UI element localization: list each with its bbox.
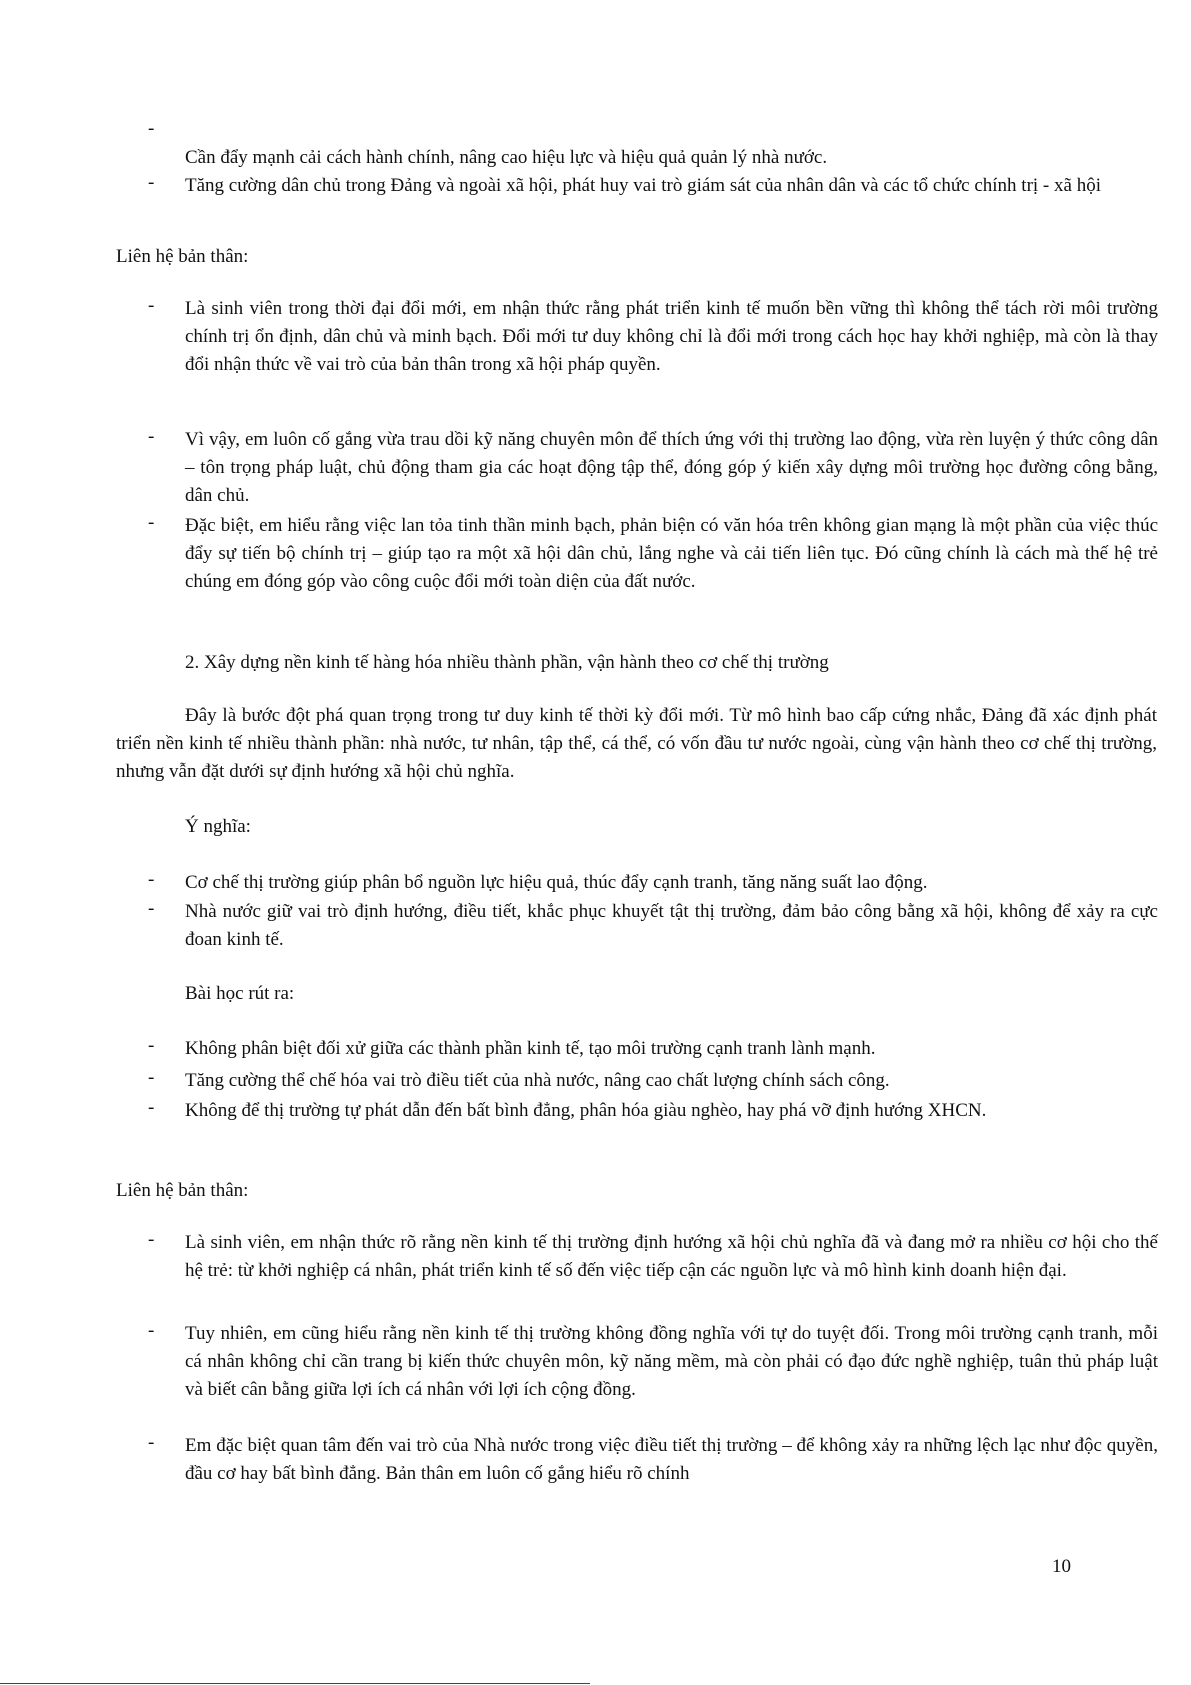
- list-item-text: Không phân biệt đối xử giữa các thành phần kinh tế, tạo môi trường cạnh tranh lành mạnh.: [185, 1038, 876, 1059]
- list-item-text: Là sinh viên, em nhận thức rõ rằng nền kinh tế thị trường định hướng xã hội chủ nghĩa đã và đang mở ra nhiều cơ hội cho thế hệ trẻ: từ khởi nghiệp cá nhân, phát triển kinh tế số đến việc tiếp cận các nguồn lực và mô hình kinh doanh hiện đại.: [185, 1232, 1158, 1281]
- body-paragraph: Đây là bước đột phá quan trọng trong tư duy kinh tế thời kỳ đổi mới. Từ mô hình bao cấp cứng nhắc, Đảng đã xác định phát triển nền kinh tế nhiều thành phần: nhà nước, tư nhân, tập thể, cá thể, có vốn đầu tư nước ngoài, cùng vận hành theo cơ chế thị trường, nhưng vẫn đặt dưới sự định hướng xã hội chủ nghĩa.: [116, 705, 1157, 782]
- list-item-text: Cần đẩy mạnh cải cách hành chính, nâng cao hiệu lực và hiệu quả quản lý nhà nước.: [185, 147, 828, 168]
- bullet-dash: -: [148, 1097, 155, 1118]
- list-item-text: Nhà nước giữ vai trò định hướng, điều tiết, khắc phục khuyết tật thị trường, đảm bảo công bằng xã hội, không để xảy ra cực đoan kinh tế.: [185, 901, 1158, 950]
- list-item-text: Cơ chế thị trường giúp phân bổ nguồn lực hiệu quả, thúc đẩy cạnh tranh, tăng năng suất lao động.: [185, 872, 928, 893]
- list-item-text: Đặc biệt, em hiểu rằng việc lan tỏa tinh thần minh bạch, phản biện có văn hóa trên không gian mạng là một phần của việc thúc đẩy sự tiến bộ chính trị – giúp tạo ra một xã hội dân chủ, lắng nghe và cải tiến liên tục. Đó cũng chính là cách mà thế hệ trẻ chúng em đóng góp vào công cuộc đổi mới toàn diện của đất nước.: [185, 515, 1158, 592]
- list-item-text: Là sinh viên trong thời đại đổi mới, em nhận thức rằng phát triển kinh tế muốn bền vững thì không thể tách rời môi trường chính trị ổn định, dân chủ và minh bạch. Đổi mới tư duy không chỉ là đổi mới trong cách học hay khởi nghiệp, mà còn là thay đổi nhận thức về vai trò của bản thân trong xã hội pháp quyền.: [185, 298, 1158, 375]
- page-number: 10: [1052, 1556, 1071, 1577]
- bullet-dash: -: [148, 1320, 155, 1341]
- bullet-dash: -: [148, 118, 155, 139]
- list-item-text: Tăng cường dân chủ trong Đảng và ngoài xã hội, phát huy vai trò giám sát của nhân dân và các tổ chức chính trị - xã hội: [185, 175, 1101, 196]
- list-item-text: Không để thị trường tự phát dẫn đến bất bình đẳng, phân hóa giàu nghèo, hay phá vỡ định hướng XHCN.: [185, 1100, 987, 1121]
- bullet-dash: -: [148, 512, 155, 533]
- bullet-dash: -: [148, 1067, 155, 1088]
- bullet-dash: -: [148, 295, 155, 316]
- bullet-dash: -: [148, 1035, 155, 1056]
- list-item-text: Em đặc biệt quan tâm đến vai trò của Nhà nước trong việc điều tiết thị trường – để không xảy ra những lệch lạc như độc quyền, đầu cơ hay bất bình đẳng. Bản thân em luôn cố gắng hiểu rõ chính: [185, 1435, 1158, 1484]
- list-item-text: Vì vậy, em luôn cố gắng vừa trau dồi kỹ năng chuyên môn để thích ứng với thị trường lao động, vừa rèn luyện ý thức công dân – tôn trọng pháp luật, chủ động tham gia các hoạt động tập thể, đóng góp ý kiến xây dựng môi trường học đường công bằng, dân chủ.: [185, 429, 1158, 506]
- subsection-heading: Ý nghĩa:: [185, 816, 251, 837]
- bullet-dash: -: [148, 869, 155, 890]
- subsection-heading: Bài học rút ra:: [185, 983, 295, 1004]
- bullet-dash: -: [148, 1229, 155, 1250]
- bullet-dash: -: [148, 1432, 155, 1453]
- section-title: 2. Xây dựng nền kinh tế hàng hóa nhiều thành phần, vận hành theo cơ chế thị trường: [185, 652, 829, 673]
- bullet-dash: -: [148, 172, 155, 193]
- bullet-dash: -: [148, 898, 155, 919]
- list-item-text: Tuy nhiên, em cũng hiểu rằng nền kinh tế thị trường không đồng nghĩa với tự do tuyệt đối. Trong môi trường cạnh tranh, mỗi cá nhân không chỉ cần trang bị kiến thức chuyên môn, kỹ năng mềm, mà còn phải có đạo đức nghề nghiệp, tuân thủ pháp luật và biết cân bằng giữa lợi ích cá nhân với lợi ích cộng đồng.: [185, 1323, 1158, 1400]
- section-heading: Liên hệ bản thân:: [116, 246, 249, 267]
- bullet-dash: -: [148, 426, 155, 447]
- footer-rule: [0, 1683, 590, 1684]
- list-item-text: Tăng cường thể chế hóa vai trò điều tiết của nhà nước, nâng cao chất lượng chính sách công.: [185, 1070, 890, 1091]
- section-heading: Liên hệ bản thân:: [116, 1180, 249, 1201]
